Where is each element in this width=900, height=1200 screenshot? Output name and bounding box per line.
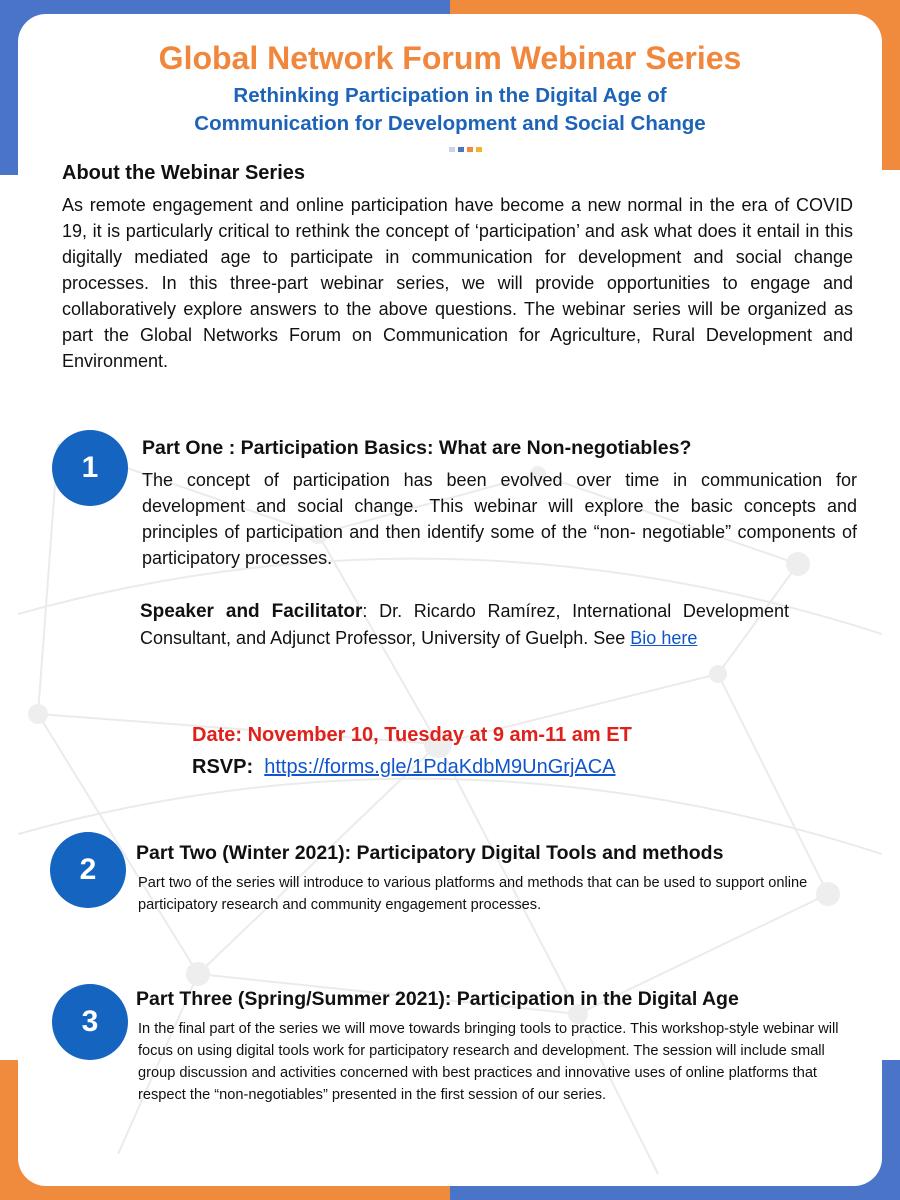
part-number-badge: 1 xyxy=(52,430,128,506)
speaker-label: Speaker and Facilitator xyxy=(140,601,363,622)
subtitle-line-2: Communication for Development and Social Change xyxy=(194,112,706,135)
part-two-description: Part two of the series will introduce to various platforms and methods that can be used to support online participatory research and community engagement processes. xyxy=(138,875,808,913)
part-one-description: The concept of participation has been evolved over time in communication for development and social change. This webinar will explore the basic concepts and principles of participation and then identify some of the “non- negotiable” components of participatory processes. xyxy=(142,470,857,568)
dot-icon xyxy=(449,147,455,152)
part-one-title: Part One : Participation Basics: What are Non-negotiables? xyxy=(142,437,692,459)
part-number-badge: 3 xyxy=(52,984,128,1060)
flyer-card xyxy=(18,14,882,1186)
part-two-title: Part Two (Winter 2021): Participatory Digital Tools and methods xyxy=(136,842,724,864)
speaker-details: Ricardo Ramírez, International Development Consultant, and Adjunct Professor, University of Guelph. See xyxy=(140,601,789,648)
part-three-title: Part Three (Spring/Summer 2021): Participation in the Digital Age xyxy=(136,988,739,1010)
about-heading: About the Webinar Series xyxy=(62,162,306,184)
page-subtitle xyxy=(18,82,882,138)
subtitle-line-1: Rethinking Participation in the Digital Age of xyxy=(233,84,667,107)
speaker-colon: : xyxy=(362,601,368,621)
speaker-title: Dr. xyxy=(379,601,403,621)
rsvp-label: RSVP: xyxy=(192,756,254,778)
dot-icon xyxy=(467,147,473,152)
dot-icon xyxy=(458,147,464,152)
page-title: Global Network Forum Webinar Series xyxy=(158,40,742,76)
decorative-dots xyxy=(449,147,482,152)
about-text: As remote engagement and online participation have become a new normal in the era of COVID 19, it is particularly critical to rethink the concept of ‘participation’ and ask what does it entail in this digitally mediated age to participate in communication for development and social change processes. In this three-part webinar series, we will provide opportunities to engage and collaboratively explore answers to the above questions. The webinar series will be organized as part the Global Networks Forum on Communication for Agriculture, Rural Development and Environment. xyxy=(62,195,853,371)
part-three-description: In the final part of the series we will move towards bringing tools to practice. This workshop-style webinar will focus on using digital tools work for participatory research and development. The session will include small group discussion and activities concerned with best practices and innovative uses of online platforms that respect the “non-negotiables” presented in the first session of our series. xyxy=(138,1021,839,1103)
speaker-info xyxy=(140,598,789,652)
rsvp-link[interactable]: https://forms.gle/1PdaKdbM9UnGrjACA xyxy=(264,756,616,778)
event-date: Date: November 10, Tuesday at 9 am-11 am ET xyxy=(192,724,632,746)
rsvp-line xyxy=(192,756,616,779)
part-number-badge: 2 xyxy=(50,832,126,908)
bio-link[interactable]: Bio here xyxy=(630,628,698,648)
dot-icon xyxy=(476,147,482,152)
